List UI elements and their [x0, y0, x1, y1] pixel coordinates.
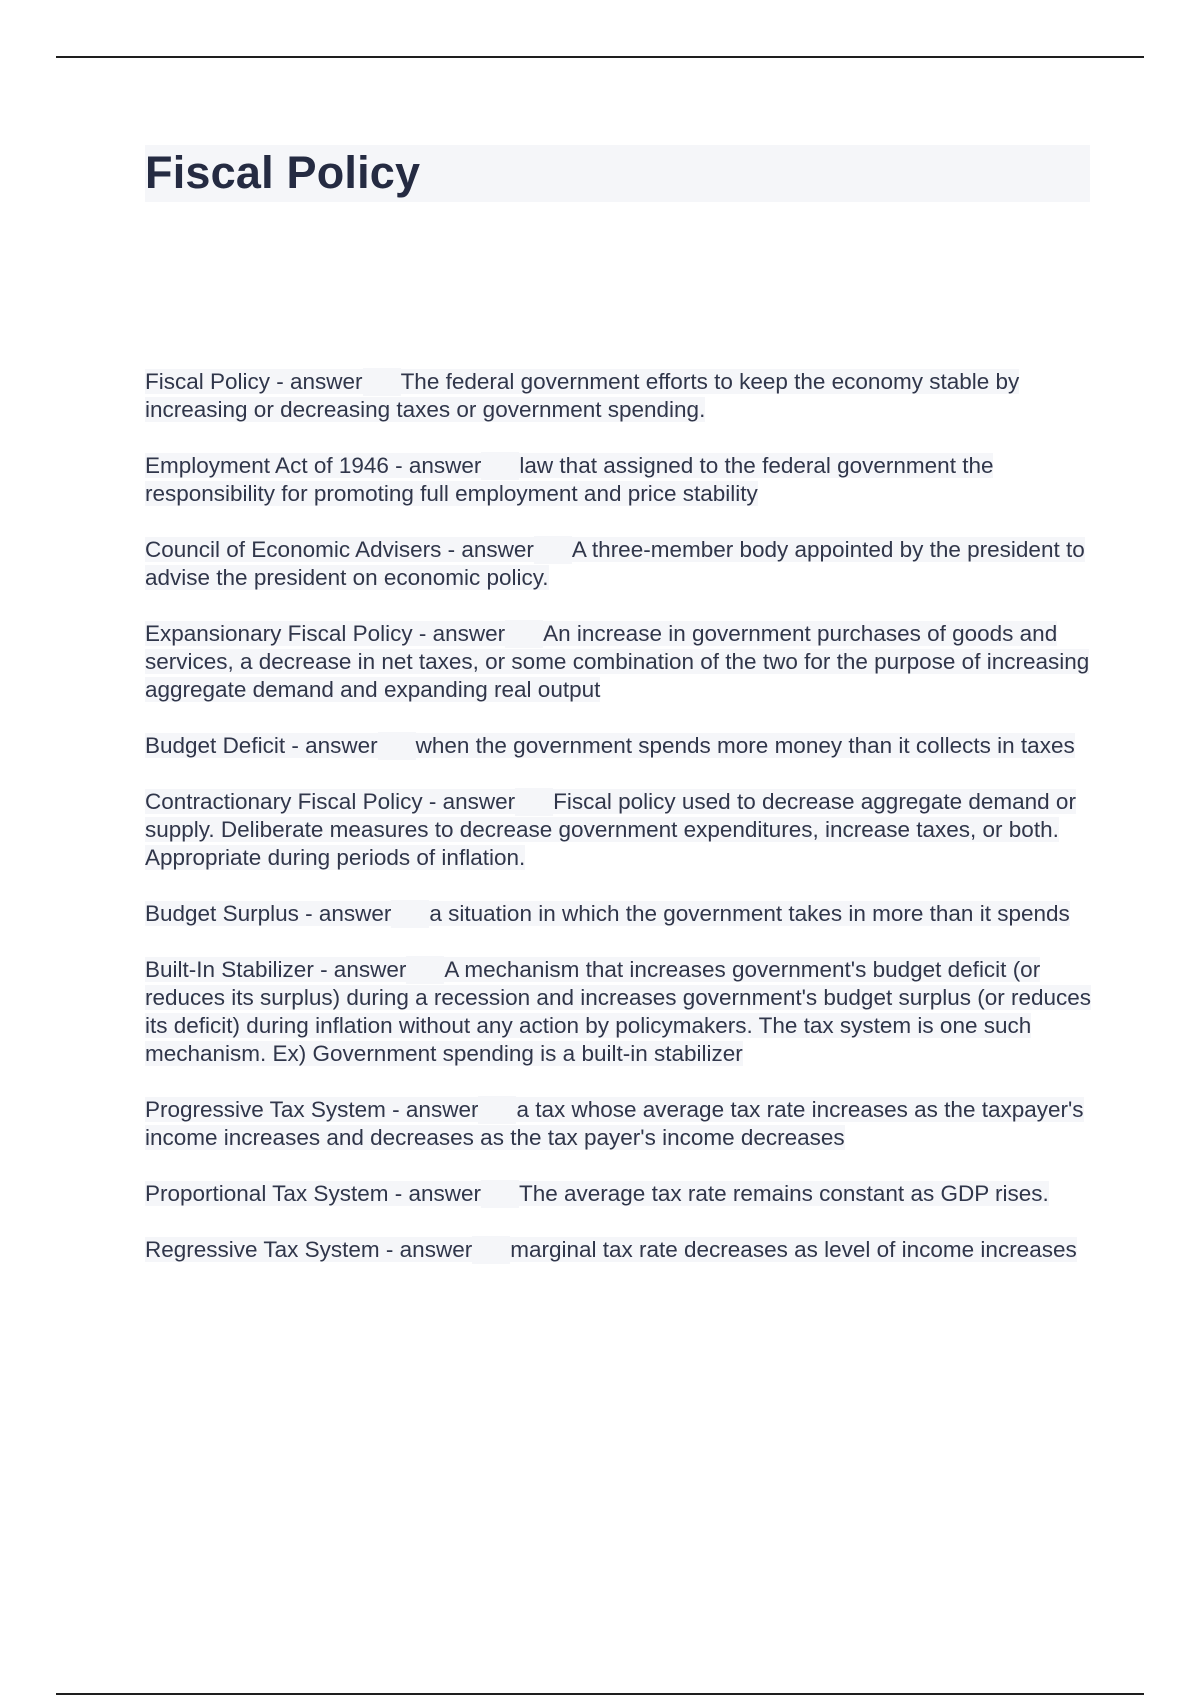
list-item: [145, 452, 1095, 508]
entry-definition: marginal tax rate decreases as level of income increases: [510, 1237, 1077, 1262]
entry-term: Proportional Tax System - answer: [145, 1181, 481, 1206]
list-item: [145, 1236, 1095, 1264]
entry-definition: The average tax rate remains constant as GDP rises.: [518, 1181, 1049, 1206]
entry-term: Council of Economic Advisers - answer: [145, 537, 534, 562]
list-item: [145, 956, 1095, 1068]
entry-term: Expansionary Fiscal Policy - answer: [145, 621, 506, 646]
entry-spacer: [481, 452, 519, 480]
entry-definition: A mechanism that increases government's budget deficit (or reduces its surplus) during a recession and increases government's budget surplus (or reduces its deficit) during inflation without any action by policymakers. The tax system is one such mechanism. Ex) Government spending is a built-in stabilizer: [145, 957, 1092, 1066]
entry-term: Fiscal Policy - answer: [145, 369, 363, 394]
list-item: [145, 1096, 1095, 1152]
entry-definition: The federal government efforts to keep the economy stable by increasing or decreasing taxes or government spending.: [145, 369, 1020, 422]
entry-definition: An increase in government purchases of goods and services, a decrease in net taxes, or some combination of the two for the purpose of increasing aggregate demand and expanding real output: [145, 621, 1090, 702]
page-title: Fiscal Policy: [145, 147, 421, 198]
entry-spacer: [534, 536, 572, 564]
entry-term: Employment Act of 1946 - answer: [145, 453, 482, 478]
entry-spacer: [481, 1180, 519, 1208]
entry-term: Contractionary Fiscal Policy - answer: [145, 789, 516, 814]
entry-term: Budget Deficit - answer: [145, 733, 378, 758]
entry-spacer: [391, 900, 429, 928]
list-item: [145, 536, 1095, 592]
entry-term: Regressive Tax System - answer: [145, 1237, 473, 1262]
entry-definition: A three-member body appointed by the president to advise the president on economic policy.: [145, 537, 1085, 590]
bottom-rule: [56, 1693, 1144, 1695]
entry-spacer: [478, 1096, 516, 1124]
entry-spacer: [472, 1236, 510, 1264]
list-item: [145, 788, 1095, 872]
entry-spacer: [406, 956, 444, 984]
entry-definition: a tax whose average tax rate increases as the taxpayer's income increases and decreases as the tax payer's income decreases: [145, 1097, 1084, 1150]
list-item: [145, 900, 1095, 928]
list-item: [145, 620, 1095, 704]
entry-definition: Fiscal policy used to decrease aggregate demand or supply. Deliberate measures to decrease government expenditures, increase taxes, or both. Appropriate during periods of inflation.: [145, 789, 1076, 870]
top-rule: [56, 56, 1144, 58]
list-item: [145, 1180, 1095, 1208]
entry-term: Budget Surplus - answer: [145, 901, 392, 926]
list-item: [145, 368, 1095, 424]
entry-list: [145, 368, 1095, 1292]
entry-spacer: [378, 732, 416, 760]
entry-definition: law that assigned to the federal government the responsibility for promoting full employment and price stability: [145, 453, 994, 506]
entry-term: Progressive Tax System - answer: [145, 1097, 479, 1122]
entry-definition: when the government spends more money than it collects in taxes: [415, 733, 1075, 758]
entry-definition: a situation in which the government takes in more than it spends: [429, 901, 1070, 926]
list-item: [145, 732, 1095, 760]
entry-term: Built-In Stabilizer - answer: [145, 957, 407, 982]
entry-spacer: [515, 788, 553, 816]
entry-spacer: [505, 620, 543, 648]
entry-spacer: [363, 368, 401, 396]
